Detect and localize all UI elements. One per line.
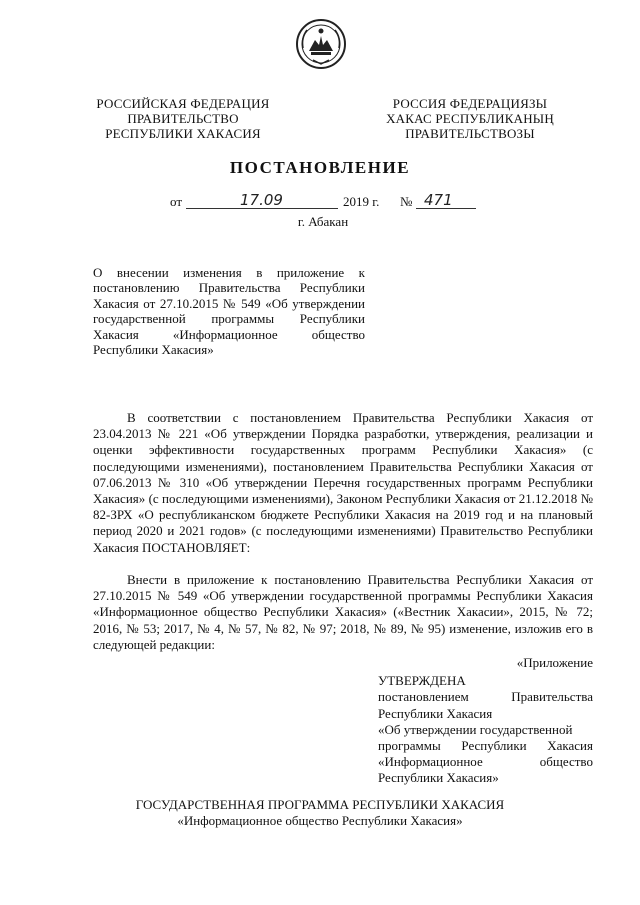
- approval-line: постановлением Правительства: [378, 689, 593, 705]
- header-right: [360, 96, 580, 141]
- subject-block: О внесении изменения в приложение к постановлению Правительства Республики Хакасия от 27.10.2015 № 549 «Об утверждении государственной программы Республики Хакасия «Информационное общество Республики Хакасия»: [93, 265, 365, 358]
- appendix-label: «Приложение: [516, 655, 593, 670]
- body-paragraph-1: В соответствии с постановлением Правительства Республики Хакасия от 23.04.2013 № 221 «Об утверждении Порядка разработки, утверждения, реализации и оценки эффективности государственных программ Республики Хакасия» (с последующими изменениями), постановлением Правительства Республики Хакасия от 07.06.2013 № 310 «Об утверждении Перечня государственных программ Республики Хакасия» (с последующими изменениями), Законом Республики Хакасия от 21.12.2018 № 82-ЗРХ «О республиканском бюджете Республики Хакасия на 2019 год и на плановый период 2020 и 2021 годов» (с последующими изменениями) Правительство Республики Хакасия ПОСТАНОВЛЯЕТ:: [93, 410, 593, 555]
- header-right-line: ПРАВИТЕЛЬСТВОЗЫ: [405, 126, 535, 141]
- header-left-line: РОССИЙСКАЯ ФЕДЕРАЦИЯ: [96, 96, 270, 111]
- date-handwritten: 17.09: [240, 191, 283, 209]
- approval-line: «Информационное общество: [378, 754, 593, 770]
- number-sign: №: [400, 194, 413, 209]
- program-title-line1: ГОСУДАРСТВЕННАЯ ПРОГРАММА РЕСПУБЛИКИ ХАКАСИЯ: [135, 797, 505, 812]
- number-underline: [416, 191, 476, 209]
- program-title-line2: «Информационное общество Республики Хакасия»: [177, 813, 463, 828]
- coat-of-arms-emblem: [295, 18, 347, 70]
- approval-line: программы Республики Хакасия: [378, 738, 593, 754]
- approval-line: Республики Хакасия»: [378, 770, 499, 786]
- approval-line: Республики Хакасия: [378, 705, 493, 721]
- header-right-line: ХАКАС РЕСПУБЛИКАНЫҢ: [386, 111, 554, 126]
- body-paragraph-2: Внести в приложение к постановлению Правительства Республики Хакасия от 27.10.2015 № 549 «Об утверждении государственной программы Республики Хакасия «Информационное общество Республики Хакасия» («Вестник Хакасии», 2015, № 72; 2016, № 53; 2017, № 4, № 57, № 82, № 97; 2018, № 89, № 95) изменение, изложив его в следующей редакции:: [93, 572, 593, 652]
- program-title: [0, 797, 640, 829]
- date-underline: [186, 191, 338, 209]
- date-prefix: от: [170, 194, 183, 209]
- date-year: 2019 г.: [343, 194, 380, 209]
- header-left-line: ПРАВИТЕЛЬСТВО: [127, 111, 239, 126]
- city: г. Абакан: [297, 214, 349, 229]
- header-left-line: РЕСПУБЛИКИ ХАКАСИЯ: [105, 126, 261, 141]
- header-left: [78, 96, 288, 141]
- approval-block: [378, 655, 593, 787]
- document-title: ПОСТАНОВЛЕНИЕ: [229, 158, 411, 177]
- approved-label: УТВЕРЖДЕНА: [378, 673, 466, 689]
- approval-line: «Об утверждении государственной: [378, 721, 573, 737]
- header-right-line: РОССИЯ ФЕДЕРАЦИЯЗЫ: [392, 96, 548, 111]
- number-handwritten: 471: [424, 191, 453, 209]
